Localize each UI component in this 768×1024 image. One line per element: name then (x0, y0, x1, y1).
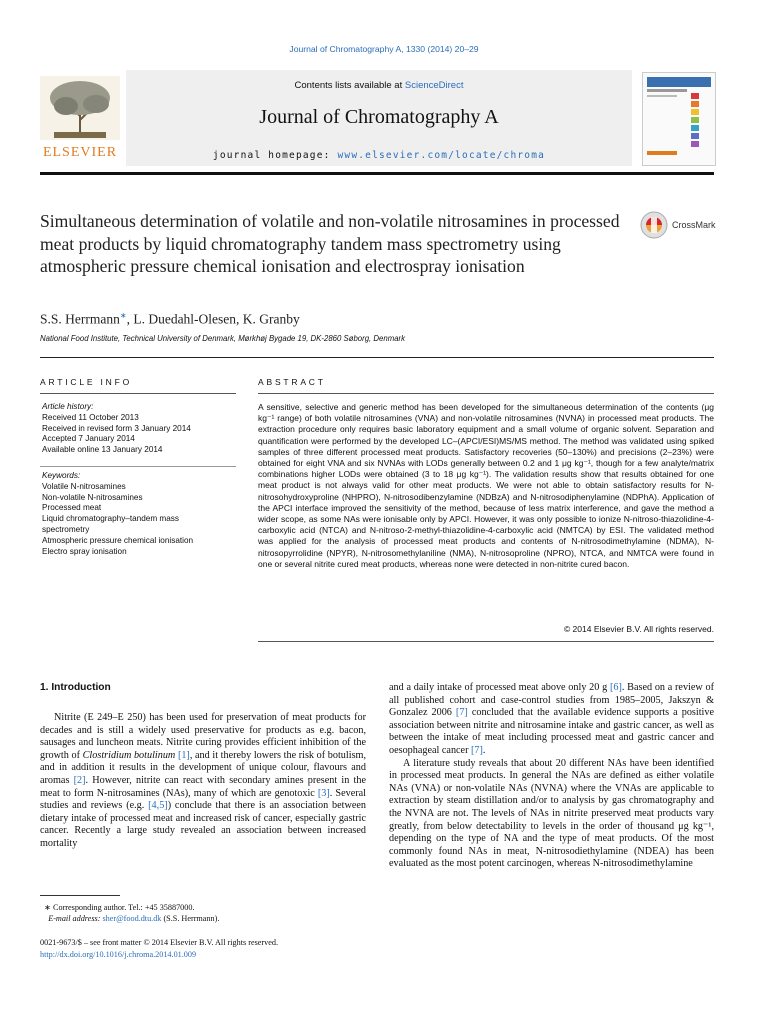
keyword-item: Electro spray ionisation (42, 546, 127, 556)
keyword-item: spectrometry (42, 524, 90, 534)
abstract-heading: ABSTRACT (258, 377, 326, 387)
email-link[interactable]: sher@food.dtu.dk (102, 914, 162, 923)
reference-link[interactable]: [7] (471, 744, 483, 756)
other-authors: , L. Duedahl-Olesen, K. Granby (126, 311, 300, 327)
reference-link[interactable]: [1] (177, 749, 190, 761)
keywords (42, 471, 232, 557)
text-run: . (482, 744, 486, 756)
elsevier-tree-logo (40, 76, 120, 160)
article-title: Simultaneous determination of volatile and non-volatile nitrosamines in processed meat products by liquid chromatography tandem mass spectrometry using atmospheric pressure chemical ionisation and electrospray ionisation (40, 211, 620, 276)
article-info-heading: ARTICLE INFO (40, 377, 133, 387)
affiliation: National Food Institute, Technical University of Denmark, Mørkhøj Bygade 19, DK-2860 Søborg, Denmark (40, 334, 406, 343)
crossmark-icon (640, 211, 668, 239)
divider (40, 393, 236, 394)
text-run: . Based on a review of all published cohort and case-control studies from 1985–2005, Jakszyn & Gonzalez 2006 (389, 682, 714, 719)
keyword-item: Liquid chromatography–tandem mass (42, 514, 179, 524)
text-run: , and it thereby lowers the risk of botulism, and in addition it results in the development of unique colour, flavours and aromas (40, 749, 366, 786)
intro-column-2 (389, 682, 714, 871)
email-note (40, 913, 219, 924)
reference-link[interactable]: [7] (455, 707, 468, 719)
reference-link[interactable]: [4,5] (148, 800, 168, 812)
keyword-item: Atmospheric pressure chemical ionisation (42, 535, 194, 545)
abstract-copyright: © 2014 Elsevier B.V. All rights reserved. (563, 624, 714, 634)
corresponding-author-mark[interactable]: ∗ (119, 311, 127, 320)
history-online: Available online 13 January 2014 (42, 445, 163, 455)
reference-link[interactable]: [3] (317, 787, 330, 799)
divider (40, 466, 236, 467)
divider (258, 393, 714, 394)
issn-line: 0021-9673/$ – see front matter © 2014 Elsevier B.V. All rights reserved. (40, 938, 279, 947)
divider (40, 357, 714, 358)
history-heading: Article history: (42, 402, 94, 411)
keyword-item: Volatile N-nitrosamines (42, 481, 126, 491)
masthead-rule (40, 172, 714, 175)
text-run: and a daily intake of processed meat above only 20 g (389, 682, 610, 693)
text-run: . Several studies and reviews (e.g. (40, 787, 366, 812)
footnote-mark: ∗ (44, 903, 51, 912)
corresponding-author-note (40, 902, 219, 913)
intro-paragraph-1-cont (389, 682, 714, 758)
homepage-prefix: journal homepage: (212, 150, 338, 161)
journal-title: Journal of Chromatography A (259, 106, 499, 128)
corresponding-author-text: Corresponding author. Tel.: +45 35887000. (50, 903, 195, 912)
divider (258, 641, 714, 642)
journal-citation[interactable]: Journal of Chromatography A, 1330 (2014) 20–29 (289, 44, 479, 54)
history-received: Received 11 October 2013 (42, 412, 139, 422)
homepage-line (126, 150, 632, 161)
contents-prefix: Contents lists available at (294, 80, 405, 91)
reference-link[interactable]: [2] (73, 774, 86, 786)
footnote-rule (40, 895, 120, 896)
section-heading-introduction: 1. Introduction (40, 682, 111, 693)
keyword-item: Non-volatile N-nitrosamines (42, 492, 143, 502)
crossmark-badge[interactable] (640, 211, 720, 243)
abstract-text: A sensitive, selective and generic method has been developed for the simultaneous determination of the contents (μg kg⁻¹ range) of both volatile nitrosamines (VNA) and non-volatile nitrosamines (NVNA) in processed meat products. The extraction procedure only requires basic laboratory equipment and a small volume of organic solvent. Separation and quantification were performed by the developed LC–(APCI/ESI)MS/MS method. The method was validated using spiked samples of three different processed meat products. Satisfactory recoveries (50–130%) and precisions (2–23%) were obtained for eight VNA and six NVNAs with LODs generally between 0.2 and 1 μg kg⁻¹, though for a few analyte/matrix combinations higher LODs were obtained (3 to 18 μg kg⁻¹). The validation results show that results obtained for one meat product is not always valid for other meat products. We were not able to obtain satisfactory results for N-nitrosohydroxyproline (NHPRO), N-nitrosodibenzylamine (NDBzA) and N-nitrosodiphenylamine (NDPhA). Application of the APCI interface improved the sensitivity of the method, because of less matrix interference, and gave the method a wider scope, as some NAs were ionisable only by APCI. However, it was only possible to ionize N-nitroso-thiazolidine-4-carboxylic acid (NTCA) and N-nitroso-2-methyl-thiazolidine-4-carboxylic acid (NMTCA) by ESI. The validated method was applied for the analysis of processed meat products and contents of N-nitrosodimethylamine (NDMA), N-nitrosopyrrolidine (NPYR), N-nitrosomethylaniline (NMA), N-nitrosoproline (NPRO), NTCA, and NMTCA were found in one or several nitrite cured meat products, whereas none were detected in non-nitrite cured bacon. (258, 402, 714, 569)
text-run: . However, nitrite can react with secondary amines present in the meat to form N-nitrosamines (NAs), many of which are genotoxic (40, 774, 366, 799)
text-run: ) conclude that there is an association between dietary intake of processed meat and increased risk of cancer, especially gastric cancer. Recently a large study revealed an association between increased mortality (40, 800, 366, 849)
author-herrmann: S.S. Herrmann (40, 311, 120, 327)
masthead-banner (126, 70, 632, 166)
history-revised: Received in revised form 3 January 2014 (42, 423, 191, 433)
journal-cover-thumbnail[interactable] (642, 72, 716, 166)
article-history (42, 402, 238, 456)
intro-paragraph-2: A literature study reveals that about 20 different NAs have been identified in processed meat products. In general the NAs are defined as either volatile NAs (VNA) or non-volatile NAs (NVNA) where the VNAs are applicable to extraction by steam distillation and/or to analysis by gas chromatography and the NVNA are not. The levels of NAs in nitrite preserved meat products vary greatly, from below detectability to levels in the order of thousand μg kg⁻¹, depending on the type of NA and the type of meat products. Of the most commonly found NAs in meat, N-nitrosodiethylamine (NDEA) has been evaluated as the most potent carcinogen, whereas N-nitrosodimethylamine (389, 757, 714, 870)
elsevier-wordmark: ELSEVIER (42, 145, 118, 160)
reference-link[interactable]: [6] (609, 682, 622, 693)
email-label: E-mail address: (48, 914, 103, 923)
front-matter (40, 937, 278, 960)
masthead (40, 70, 714, 170)
keywords-heading: Keywords: (42, 471, 81, 480)
contents-line (126, 80, 632, 91)
email-suffix: (S.S. Herrmann). (161, 914, 220, 923)
crossmark-label: CrossMark (672, 220, 716, 230)
homepage-link[interactable]: www.elsevier.com/locate/chroma (337, 150, 546, 161)
text-run: concluded that the available evidence supports a positive association between nitrite and nitrosamine intake and gastric cancer, as well as between the intake of meat including processed meat and gastric cancer and oesophageal cancer (389, 707, 714, 756)
doi-link[interactable]: http://dx.doi.org/10.1016/j.chroma.2014.01.009 (40, 949, 197, 959)
text-run: Nitrite (E 249–E 250) has been used for preservation of meat products for decades and is still a widely used preservative for products as e.g. bacon, sausages and luncheon meats. Nitrite curing provides efficient inhibition of the growth of (40, 712, 366, 761)
keyword-item: Processed meat (42, 503, 102, 513)
sciencedirect-link[interactable]: ScienceDirect (404, 80, 464, 91)
authors (40, 311, 300, 328)
footnotes (40, 902, 219, 924)
history-accepted: Accepted 7 January 2014 (42, 434, 135, 444)
intro-paragraph-1 (40, 712, 366, 851)
species-name: Clostridium botulinum (82, 749, 176, 761)
